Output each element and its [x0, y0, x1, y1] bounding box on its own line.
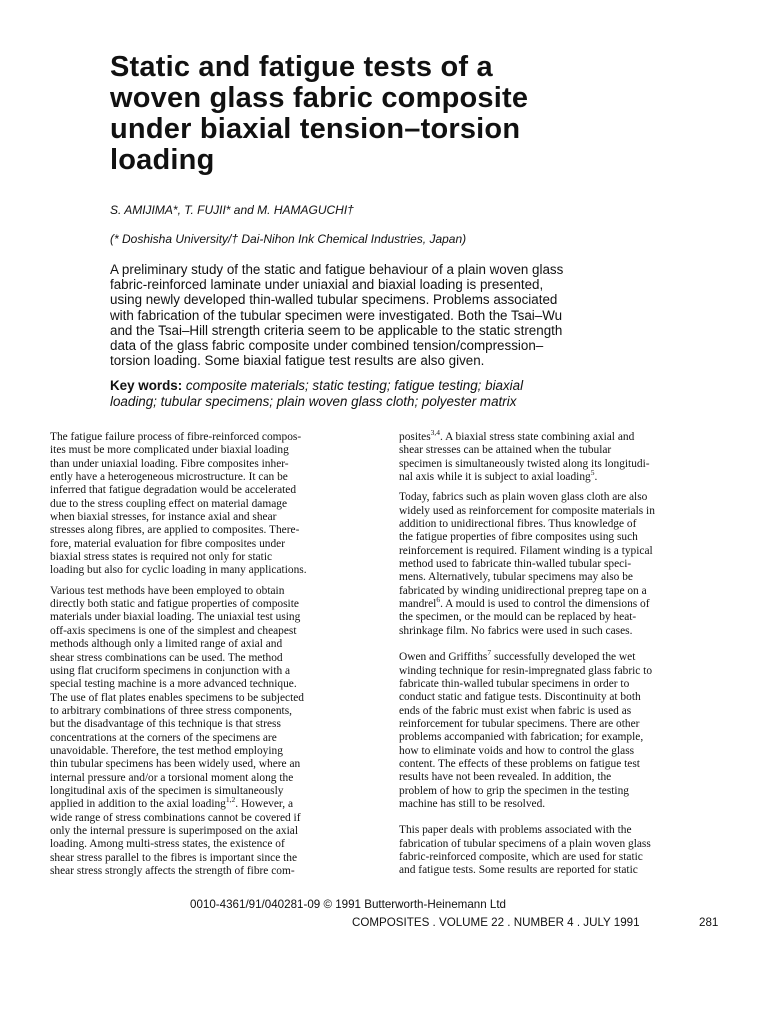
text-span: successfully developed the wet	[491, 651, 636, 664]
text-line: ites must be more complicated under biaxial loading	[50, 444, 289, 457]
text-line: problems accompanied with fabrication; for example,	[399, 731, 644, 744]
text-line: the specimen, or the mould can be replaced by heat-	[399, 611, 637, 624]
text-line: The fatigue failure process of fibre-reinforced compos-	[50, 431, 302, 443]
text-line: special testing machine is a more advanced technique.	[50, 678, 297, 691]
text-line	[399, 648, 721, 664]
text-line: wide range of stress combinations cannot be covered if	[50, 811, 301, 824]
text-span: nal axis while it is subject to axial loading	[399, 471, 591, 484]
text-line: fabricate thin-walled tubular specimens in order to	[399, 677, 630, 690]
abstract-line: torsion loading. Some biaxial fatigue test results are also given.	[110, 353, 485, 369]
text-line: how to eliminate voids and how to control the glass	[399, 744, 635, 757]
abstract	[110, 262, 670, 368]
text-line: off-axis specimens is one of the simplest and cheapest	[50, 624, 297, 637]
abstract-line: and the Tsai–Hill strength criteria seem to be applicable to the static strength	[110, 322, 563, 338]
text-line: thin tubular specimens has been widely used, where an	[50, 758, 301, 771]
text-line: Various test methods have been employed to obtain	[50, 584, 285, 597]
keywords-label: Key words:	[110, 378, 183, 393]
paragraph	[50, 431, 368, 578]
abstract-line: fabric-reinforced laminate under uniaxial and biaxial loading is presented,	[110, 277, 544, 293]
text-line: fore, material evaluation for fibre composites under	[50, 537, 285, 550]
text-line: This paper deals with problems associated with the	[399, 824, 632, 837]
paper-title	[110, 52, 670, 176]
text-line: but the disadvantage of this technique is that stress	[50, 718, 281, 731]
text-line: conduct static and fatigue tests. Discontinuity at both	[399, 691, 641, 704]
title-line: Static and fatigue tests of a	[110, 51, 493, 83]
paragraph	[50, 585, 368, 879]
text-line: and fatigue tests. Some results are reported for static	[399, 864, 638, 877]
text-line: ently have a heterogeneous microstructure. It can be	[50, 471, 288, 484]
text-line: shear stress combinations can be used. The method	[50, 651, 283, 664]
text-line	[399, 595, 721, 611]
title-line: under biaxial tension–torsion	[110, 113, 521, 145]
text-line: the fatigue properties of fibre composites using such	[399, 531, 638, 544]
text-line: unavoidable. Therefore, the test method employing	[50, 744, 283, 757]
text-span: . However, a	[235, 798, 294, 811]
text-line: fabric-reinforced composite, which are used for static	[399, 850, 643, 863]
keywords-text: composite materials; static testing; fatigue testing; biaxial	[185, 378, 524, 393]
citation-ref: 6	[436, 595, 441, 605]
text-line: stresses along fibres, are applied to composites. There-	[50, 524, 300, 537]
text-line: directly both static and fatigue properties of composite	[50, 598, 299, 611]
text-line	[399, 428, 721, 444]
keywords-text: loading; tubular specimens; plain woven glass cloth; polyester matrix	[110, 394, 517, 409]
text-line: fabrication of tubular specimens of a plain woven glass	[399, 837, 651, 850]
text-line: fabricated by winding unidirectional prepreg tape on a	[399, 584, 647, 597]
citation-ref: 7	[487, 648, 492, 658]
author-list: S. AMIJIMA*, T. FUJII* and M. HAMAGUCHI†	[110, 203, 354, 217]
text-line: due to the stress coupling effect on material damage	[50, 497, 288, 510]
text-line: mens. Alternatively, tubular specimens may also be	[399, 571, 633, 584]
text-line: ends of the fabric must exist when fabric is used as	[399, 704, 632, 717]
text-span: Owen and Griffiths	[399, 651, 488, 664]
text-line: shear stresses can be attained when the tubular	[399, 444, 612, 457]
text-line: winding technique for resin-impregnated glass fabric to	[399, 664, 653, 677]
text-line: shrinkage film. No fabrics were used in such cases.	[399, 624, 633, 637]
text-line: methods although only a limited range of axial and	[50, 638, 283, 651]
abstract-line: with fabrication of the tubular specimen were investigated. Both the Tsai–Wu	[110, 307, 563, 323]
text-line: when biaxial stresses, for instance axial and shear	[50, 511, 277, 524]
keywords-line	[110, 378, 670, 394]
abstract-line: using newly developed thin-walled tubular specimens. Problems associated	[110, 292, 558, 308]
text-line: biaxial stress states is required not only for static	[50, 551, 273, 564]
text-line: widely used as reinforcement for composite materials in	[399, 504, 655, 517]
text-line: content. The effects of these problems on fatigue test	[399, 757, 640, 770]
paragraph	[399, 428, 721, 484]
paragraph	[399, 648, 721, 811]
text-line: loading. Among multi-stress states, the existence of	[50, 838, 285, 851]
keywords	[110, 378, 670, 410]
citation-ref: 5	[590, 468, 595, 478]
text-line: The use of flat plates enables specimens to be subjected	[50, 691, 304, 704]
text-line: specimen is simultaneously twisted along its longitudi-	[399, 457, 650, 470]
text-line: reinforcement is required. Filament winding is a typical	[399, 544, 653, 557]
text-line: materials under biaxial loading. The uniaxial test using	[50, 611, 301, 624]
affiliation: (* Doshisha University/† Dai-Nihon Ink Chemical Industries, Japan)	[110, 232, 467, 246]
text-span: mandrel	[399, 598, 437, 611]
text-line: problem of how to grip the specimen in the testing	[399, 784, 629, 797]
paragraph	[399, 824, 721, 877]
title-line: loading	[110, 144, 215, 176]
journal-info: COMPOSITES . VOLUME 22 . NUMBER 4 . JULY 1991	[352, 916, 640, 929]
copyright-line: 0010-4361/91/040281-09 © 1991 Butterworth-Heinemann Ltd	[190, 898, 506, 911]
text-line: inferred that fatigue degradation would be accelerated	[50, 484, 297, 497]
text-line: method used to fabricate thin-walled tubular speci-	[399, 558, 632, 571]
body-column-left	[50, 431, 368, 885]
text-span: .	[594, 471, 598, 484]
text-line	[50, 795, 368, 811]
text-span: posites	[399, 431, 431, 443]
body-column-right	[399, 428, 721, 885]
abstract-line: data of the glass fabric composite under combined tension/compression–	[110, 338, 544, 354]
page-number: 281	[699, 916, 719, 929]
text-line: concentrations at the corners of the specimens are	[50, 731, 277, 744]
text-line: addition to unidirectional fibres. Thus knowledge of	[399, 518, 637, 531]
text-line: reinforcement for tubular specimens. There are other	[399, 717, 640, 730]
text-line: using flat cruciform specimens in conjunction with a	[50, 664, 291, 677]
text-line: only the internal pressure is superimposed on the axial	[50, 824, 299, 837]
citation-ref: 1,2	[225, 795, 236, 805]
text-line: machine has still to be resolved.	[399, 797, 546, 810]
text-line: results have not been revealed. In addition, the	[399, 771, 612, 784]
abstract-line: A preliminary study of the static and fatigue behaviour of a plain woven glass	[110, 262, 564, 277]
text-line	[399, 468, 721, 484]
text-line: longitudinal axis of the specimen is simultaneously	[50, 784, 284, 797]
text-line: Today, fabrics such as plain woven glass cloth are also	[399, 491, 648, 504]
text-span: applied in addition to the axial loading	[50, 798, 226, 811]
title-line: woven glass fabric composite	[110, 82, 529, 114]
text-line: shear stress strongly affects the strength of fibre com-	[50, 865, 295, 877]
text-line: internal pressure and/or a torsional moment along the	[50, 771, 294, 784]
citation-ref: 3,4	[430, 428, 441, 438]
text-span: . A mould is used to control the dimensions of	[440, 598, 650, 611]
text-line: to arbitrary combinations of three stress components,	[50, 704, 292, 717]
text-line: loading but also for cyclic loading in many applications.	[50, 564, 307, 577]
text-line: than under uniaxial loading. Fibre composites inher-	[50, 457, 289, 470]
paragraph	[399, 491, 721, 638]
text-span: . A biaxial stress state combining axial and	[440, 431, 635, 443]
text-line: shear stress parallel to the fibres is important since the	[50, 851, 298, 864]
